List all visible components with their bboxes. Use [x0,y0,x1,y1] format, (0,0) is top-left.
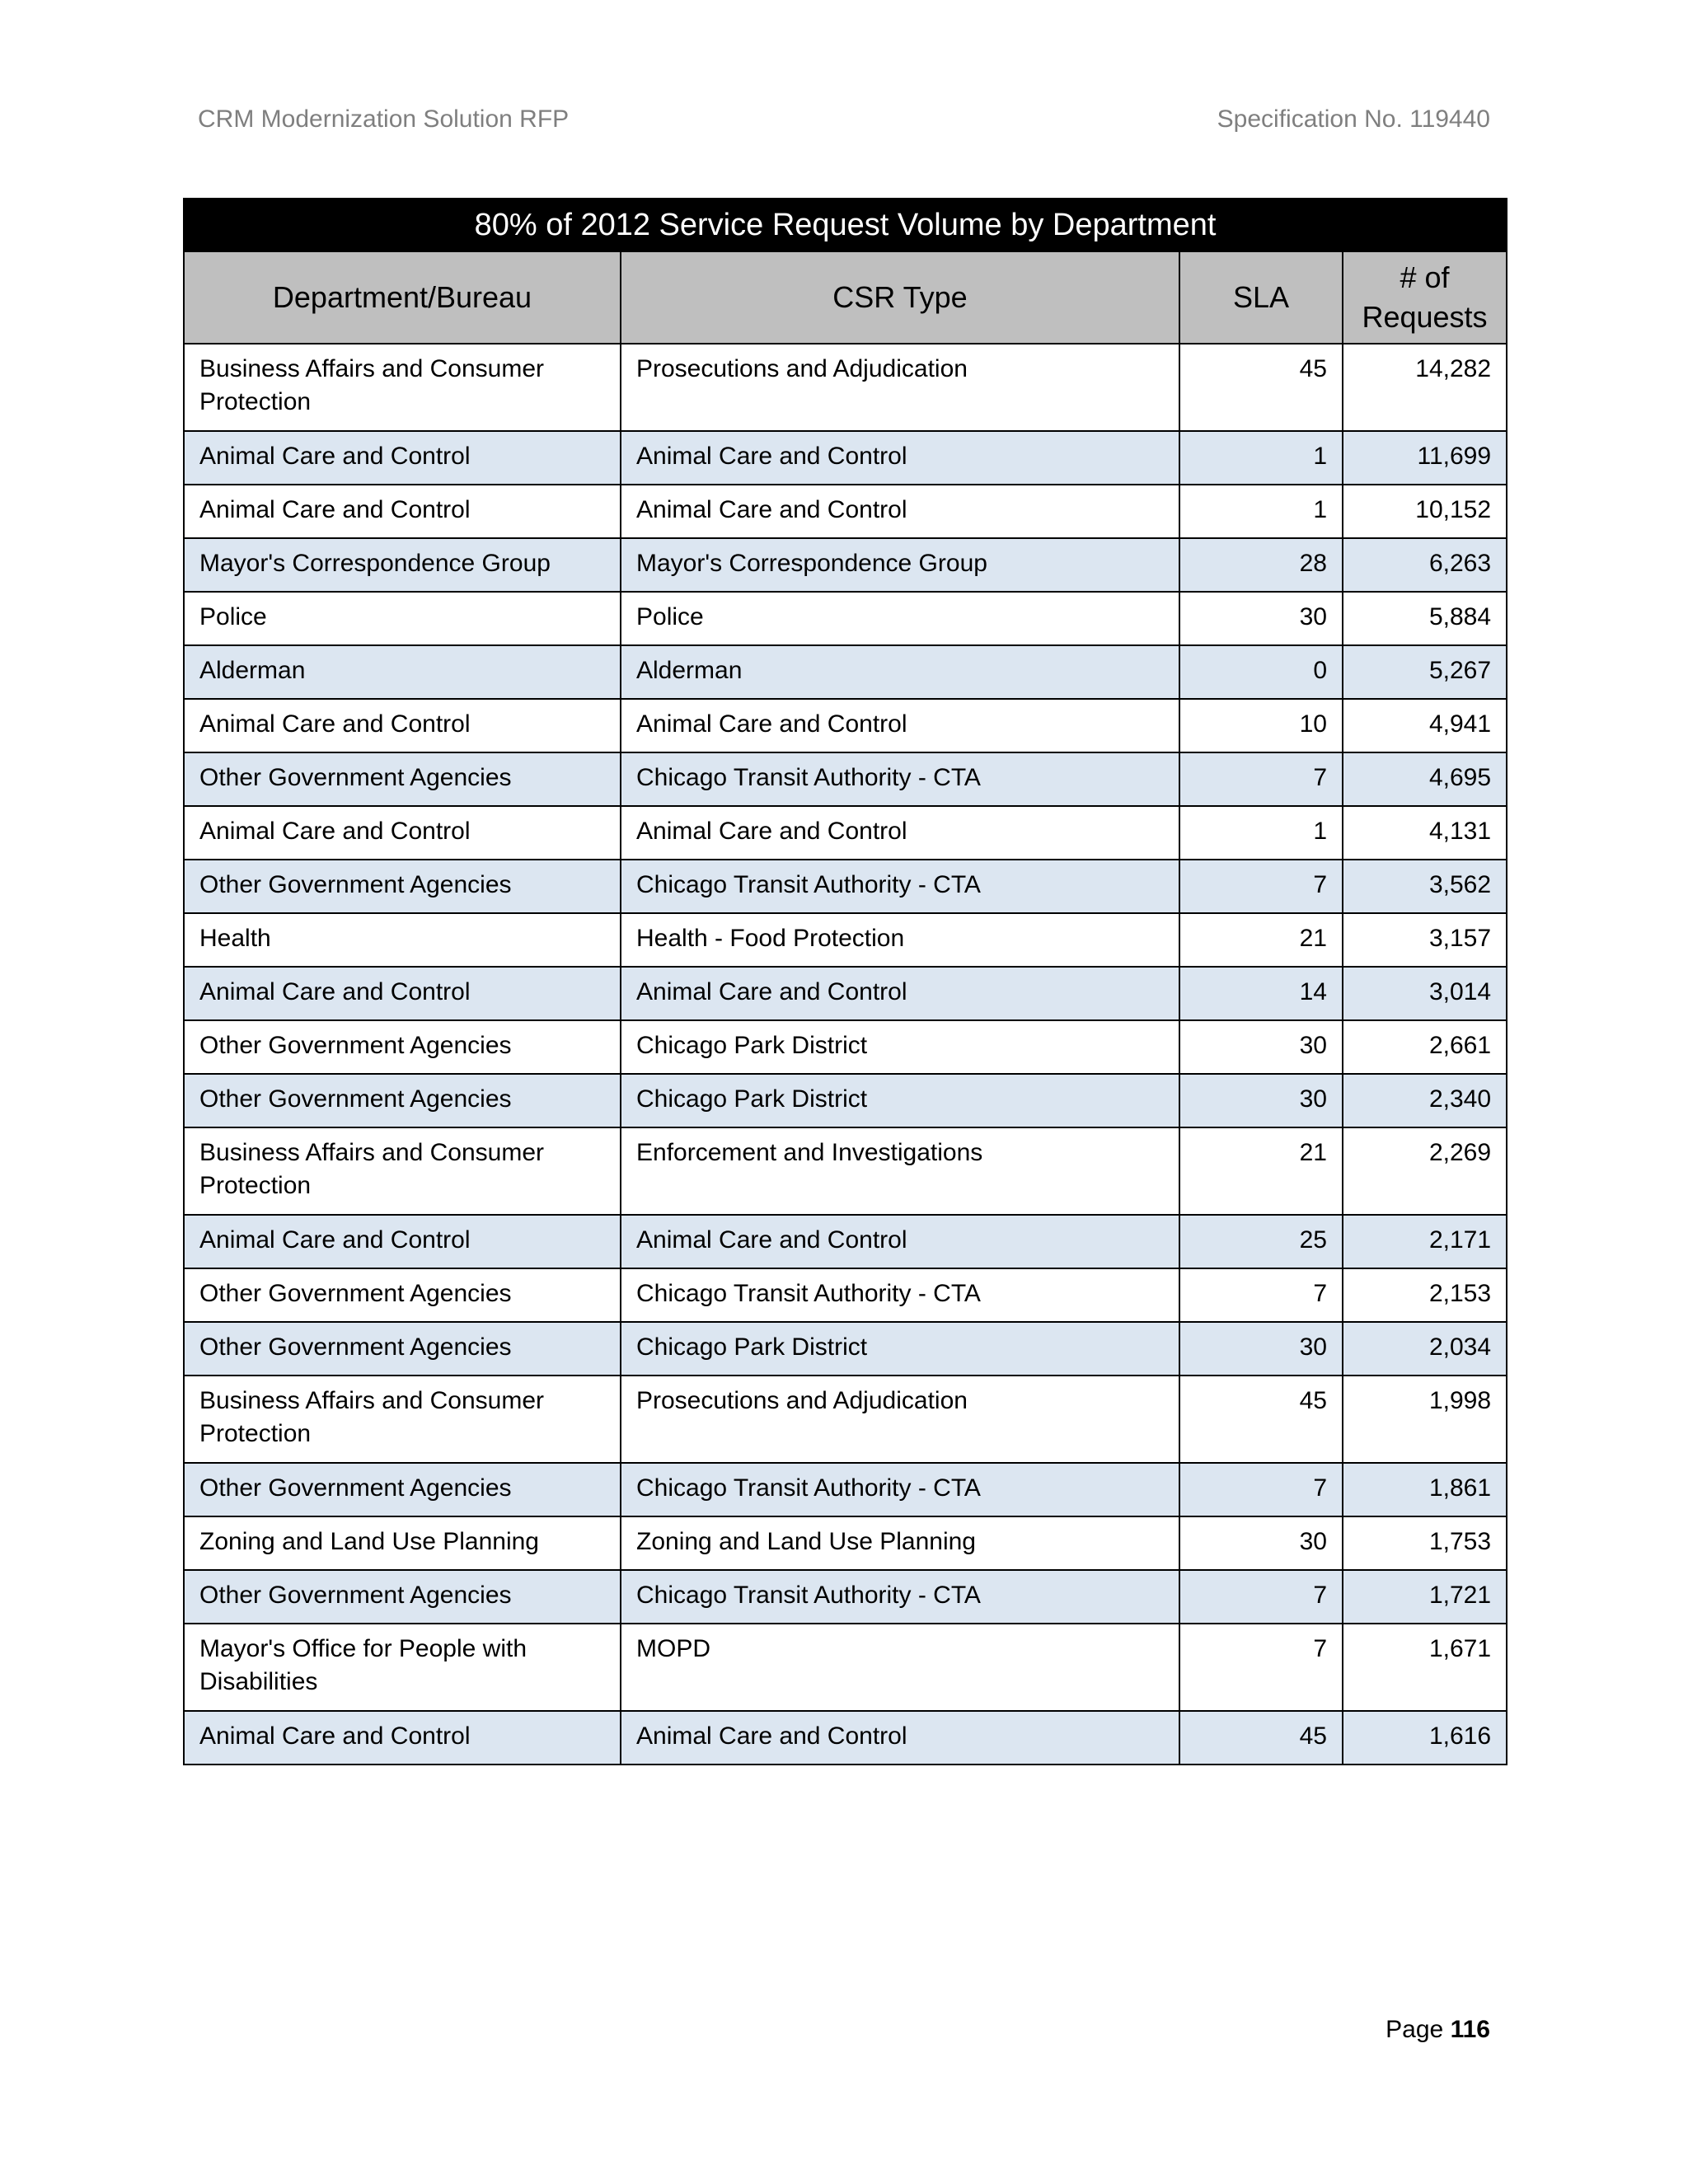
cell-requests: 2,171 [1343,1215,1507,1268]
cell-requests: 2,661 [1343,1020,1507,1074]
cell-csr-type: Chicago Park District [621,1074,1179,1127]
cell-department: Animal Care and Control [184,431,621,485]
document-title: CRM Modernization Solution RFP [198,105,570,133]
cell-requests: 6,263 [1343,538,1507,592]
cell-sla: 14 [1179,967,1343,1020]
cell-sla: 30 [1179,592,1343,645]
cell-csr-type: Chicago Park District [621,1020,1179,1074]
cell-department: Other Government Agencies [184,1570,621,1624]
cell-requests: 4,131 [1343,806,1507,860]
cell-csr-type: Prosecutions and Adjudication [621,344,1179,431]
cell-csr-type: Enforcement and Investigations [621,1127,1179,1215]
table-title-row [184,199,1507,251]
cell-sla: 28 [1179,538,1343,592]
table-row [184,752,1507,806]
cell-csr-type: Health - Food Protection [621,913,1179,967]
cell-department: Zoning and Land Use Planning [184,1516,621,1570]
page-header [198,105,1490,142]
cell-sla: 7 [1179,752,1343,806]
cell-csr-type: Police [621,592,1179,645]
table-row [184,1516,1507,1570]
cell-sla: 30 [1179,1074,1343,1127]
cell-requests: 1,721 [1343,1570,1507,1624]
table-row [184,431,1507,485]
cell-requests: 1,753 [1343,1516,1507,1570]
cell-csr-type: Chicago Transit Authority - CTA [621,860,1179,913]
table-row [184,913,1507,967]
cell-csr-type: Chicago Transit Authority - CTA [621,1463,1179,1516]
cell-sla: 45 [1179,1376,1343,1463]
cell-department: Animal Care and Control [184,1215,621,1268]
cell-sla: 1 [1179,806,1343,860]
cell-csr-type: Animal Care and Control [621,806,1179,860]
cell-department: Other Government Agencies [184,1074,621,1127]
cell-csr-type: Chicago Park District [621,1322,1179,1376]
cell-sla: 0 [1179,645,1343,699]
page-label: Page [1386,2016,1444,2043]
table-title: 80% of 2012 Service Request Volume by Department [184,199,1507,251]
specification-number: Specification No. 119440 [1217,105,1490,133]
cell-csr-type: Chicago Transit Authority - CTA [621,752,1179,806]
cell-requests: 1,861 [1343,1463,1507,1516]
cell-sla: 45 [1179,344,1343,431]
table-row [184,1322,1507,1376]
table-row [184,645,1507,699]
cell-csr-type: Animal Care and Control [621,967,1179,1020]
table-header-row [184,251,1507,344]
cell-department: Business Affairs and Consumer Protection [184,344,621,431]
column-header-department: Department/Bureau [184,251,621,344]
cell-department: Health [184,913,621,967]
cell-department: Other Government Agencies [184,1268,621,1322]
cell-requests: 2,153 [1343,1268,1507,1322]
cell-csr-type: Chicago Transit Authority - CTA [621,1268,1179,1322]
cell-sla: 30 [1179,1516,1343,1570]
cell-requests: 2,340 [1343,1074,1507,1127]
cell-requests: 3,014 [1343,967,1507,1020]
cell-sla: 25 [1179,1215,1343,1268]
table-row [184,1570,1507,1624]
cell-requests: 5,267 [1343,645,1507,699]
cell-sla: 7 [1179,1570,1343,1624]
table-row [184,485,1507,538]
table-row [184,1074,1507,1127]
cell-requests: 11,699 [1343,431,1507,485]
cell-requests: 5,884 [1343,592,1507,645]
cell-sla: 21 [1179,1127,1343,1215]
table-row [184,592,1507,645]
cell-department: Mayor's Office for People with Disabilities [184,1624,621,1711]
cell-department: Other Government Agencies [184,752,621,806]
cell-department: Animal Care and Control [184,806,621,860]
cell-sla: 7 [1179,1268,1343,1322]
cell-csr-type: Chicago Transit Authority - CTA [621,1570,1179,1624]
table-row [184,344,1507,431]
cell-sla: 30 [1179,1322,1343,1376]
table-row [184,538,1507,592]
cell-csr-type: Animal Care and Control [621,1215,1179,1268]
cell-sla: 21 [1179,913,1343,967]
cell-csr-type: Animal Care and Control [621,699,1179,752]
cell-csr-type: Alderman [621,645,1179,699]
cell-csr-type: MOPD [621,1624,1179,1711]
cell-requests: 1,671 [1343,1624,1507,1711]
cell-department: Animal Care and Control [184,1711,621,1765]
table-row [184,1463,1507,1516]
cell-department: Animal Care and Control [184,485,621,538]
cell-csr-type: Zoning and Land Use Planning [621,1516,1179,1570]
cell-sla: 1 [1179,485,1343,538]
cell-department: Other Government Agencies [184,1020,621,1074]
table-row [184,806,1507,860]
cell-department: Police [184,592,621,645]
column-header-sla: SLA [1179,251,1343,344]
table-row [184,1020,1507,1074]
cell-department: Other Government Agencies [184,1463,621,1516]
cell-requests: 14,282 [1343,344,1507,431]
cell-department: Mayor's Correspondence Group [184,538,621,592]
cell-sla: 10 [1179,699,1343,752]
cell-sla: 45 [1179,1711,1343,1765]
cell-requests: 4,941 [1343,699,1507,752]
cell-sla: 7 [1179,860,1343,913]
cell-csr-type: Animal Care and Control [621,1711,1179,1765]
cell-csr-type: Animal Care and Control [621,431,1179,485]
page-number: 116 [1450,2016,1490,2043]
cell-csr-type: Prosecutions and Adjudication [621,1376,1179,1463]
cell-sla: 30 [1179,1020,1343,1074]
table-row [184,1624,1507,1711]
cell-requests: 4,695 [1343,752,1507,806]
cell-requests: 1,616 [1343,1711,1507,1765]
table-row [184,699,1507,752]
table-body [184,344,1507,1765]
table-row [184,1376,1507,1463]
cell-sla: 7 [1179,1624,1343,1711]
cell-department: Business Affairs and Consumer Protection [184,1127,621,1215]
cell-department: Other Government Agencies [184,860,621,913]
cell-department: Alderman [184,645,621,699]
cell-department: Animal Care and Control [184,967,621,1020]
cell-requests: 1,998 [1343,1376,1507,1463]
table-row [184,1127,1507,1215]
cell-requests: 2,034 [1343,1322,1507,1376]
cell-csr-type: Animal Care and Control [621,485,1179,538]
column-header-requests-line1: # of [1400,260,1450,294]
table-row [184,1268,1507,1322]
cell-requests: 3,562 [1343,860,1507,913]
cell-requests: 2,269 [1343,1127,1507,1215]
cell-sla: 1 [1179,431,1343,485]
table-row [184,1711,1507,1765]
cell-requests: 3,157 [1343,913,1507,967]
cell-department: Other Government Agencies [184,1322,621,1376]
column-header-requests-line2: Requests [1362,300,1488,334]
service-request-table [183,198,1507,1765]
table-row [184,860,1507,913]
cell-department: Business Affairs and Consumer Protection [184,1376,621,1463]
table-row [184,967,1507,1020]
cell-department: Animal Care and Control [184,699,621,752]
cell-csr-type: Mayor's Correspondence Group [621,538,1179,592]
table-row [184,1215,1507,1268]
column-header-requests [1343,251,1507,344]
column-header-csr-type: CSR Type [621,251,1179,344]
cell-requests: 10,152 [1343,485,1507,538]
cell-sla: 7 [1179,1463,1343,1516]
page-footer [1386,2016,1490,2044]
